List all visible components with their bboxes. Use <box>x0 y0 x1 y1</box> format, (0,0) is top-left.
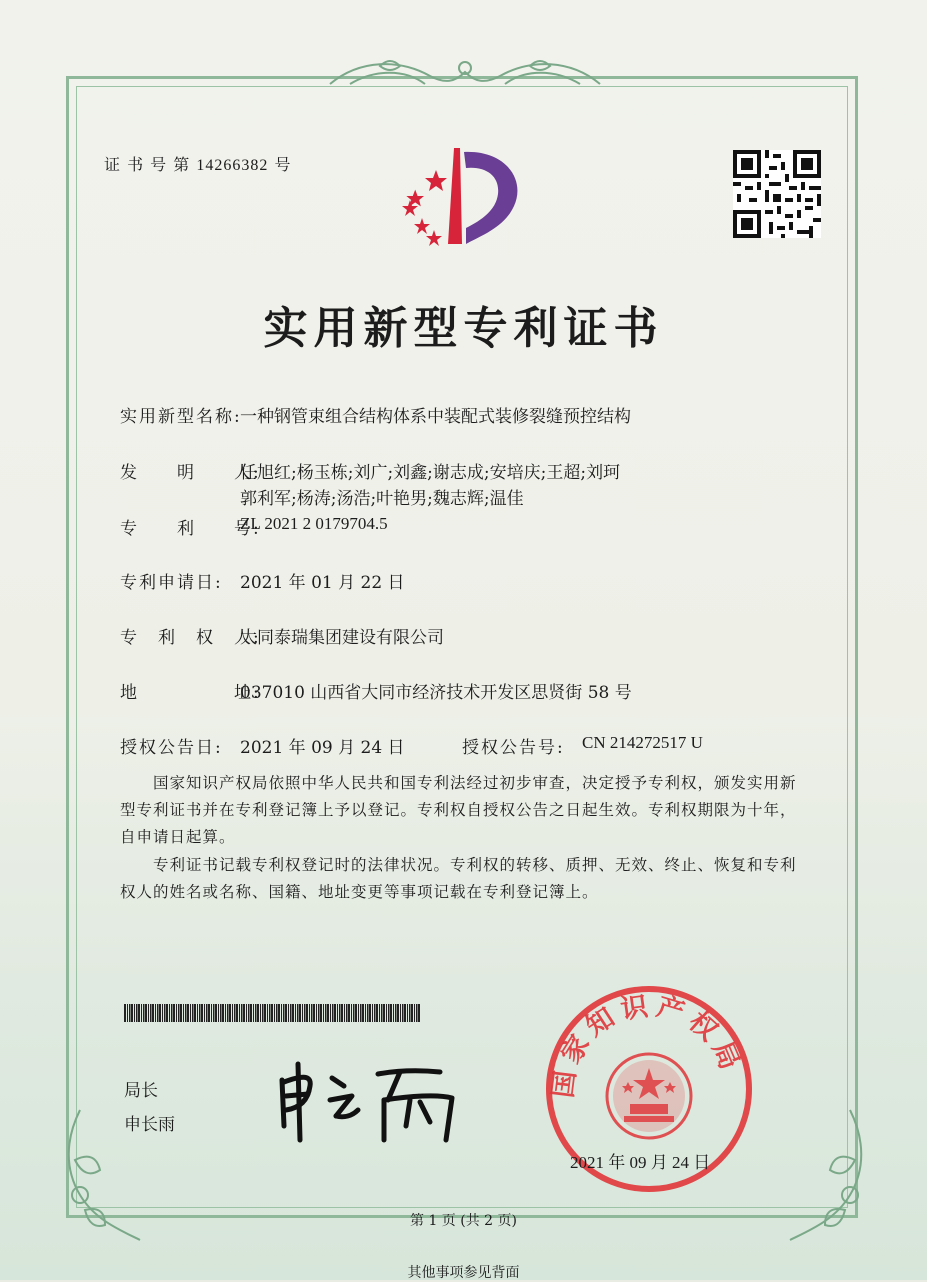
certificate-number-suffix: 号 <box>274 155 292 174</box>
patentee-label: 专 利 权 人: <box>120 628 261 648</box>
barcode-icon <box>124 1004 420 1022</box>
statement-paragraph-1: 国家知识产权局依照中华人民共和国专利法经过初步审查，决定授予专利权，颁发实用新型专利证书并在专利登记簿上予以登记。专利权自授权公告之日起生效。专利权期限为十年，自申请日起算。 <box>120 774 797 846</box>
certificate-title: 实用新型专利证书 <box>263 303 664 354</box>
page-number: 第 1 页 (共 2 页) <box>410 1213 517 1229</box>
certificate-number-value: 14266382 <box>196 157 269 174</box>
handwritten-signature <box>270 1056 470 1146</box>
top-ornament <box>320 54 610 100</box>
inventor-value-line1: 任旭红;杨玉栋;刘广;刘鑫;谢志成;安培庆;王超;刘珂 <box>240 463 621 483</box>
certificate-number-label: 证 书 号 第 <box>104 155 191 174</box>
grant-number-value: CN 214272517 U <box>582 733 703 752</box>
patent-number-label: 专 利 号: <box>120 519 261 539</box>
certificate-number <box>104 152 291 175</box>
utility-model-name-label: 实用新型名称: <box>120 407 242 427</box>
director-title: 局长 <box>124 1081 158 1101</box>
inventor-value-line2: 郭利军;杨涛;汤浩;叶艳男;魏志辉;温佳 <box>240 489 524 509</box>
patentee-value: 大同泰瑞集团建设有限公司 <box>240 628 444 648</box>
qr-code-icon <box>733 150 821 238</box>
seal-date: 2021 年 09 月 24 日 <box>570 1153 711 1172</box>
address-label: 地 址: <box>120 683 261 703</box>
statement-paragraph-2: 专利证书记载专利权登记时的法律状况。专利权的转移、质押、无效、终止、恢复和专利权人的姓名或名称、国籍、地址变更等事项记载在专利登记簿上。 <box>120 856 797 901</box>
filing-date-label: 专利申请日: <box>120 573 223 593</box>
address-value: 037010 山西省大同市经济技术开发区思贤街 58 号 <box>240 683 632 703</box>
patent-number-value: ZL 2021 2 0179704.5 <box>240 514 388 533</box>
director-name: 申长雨 <box>124 1115 175 1135</box>
inventor-label: 发 明 人: <box>120 463 261 483</box>
seal-text: 国家知识产权局 <box>547 990 748 1100</box>
grant-date-label: 授权公告日: <box>120 738 223 758</box>
back-note: 其他事项参见背面 <box>407 1265 520 1281</box>
cnipa-logo-icon <box>396 140 536 252</box>
grant-number-label: 授权公告号: <box>462 738 565 758</box>
utility-model-name-value: 一种钢管束组合结构体系中装配式装修裂缝预控结构 <box>240 407 631 427</box>
grant-date-value: 2021 年 09 月 24 日 <box>240 738 405 758</box>
filing-date-value: 2021 年 01 月 22 日 <box>240 573 405 593</box>
